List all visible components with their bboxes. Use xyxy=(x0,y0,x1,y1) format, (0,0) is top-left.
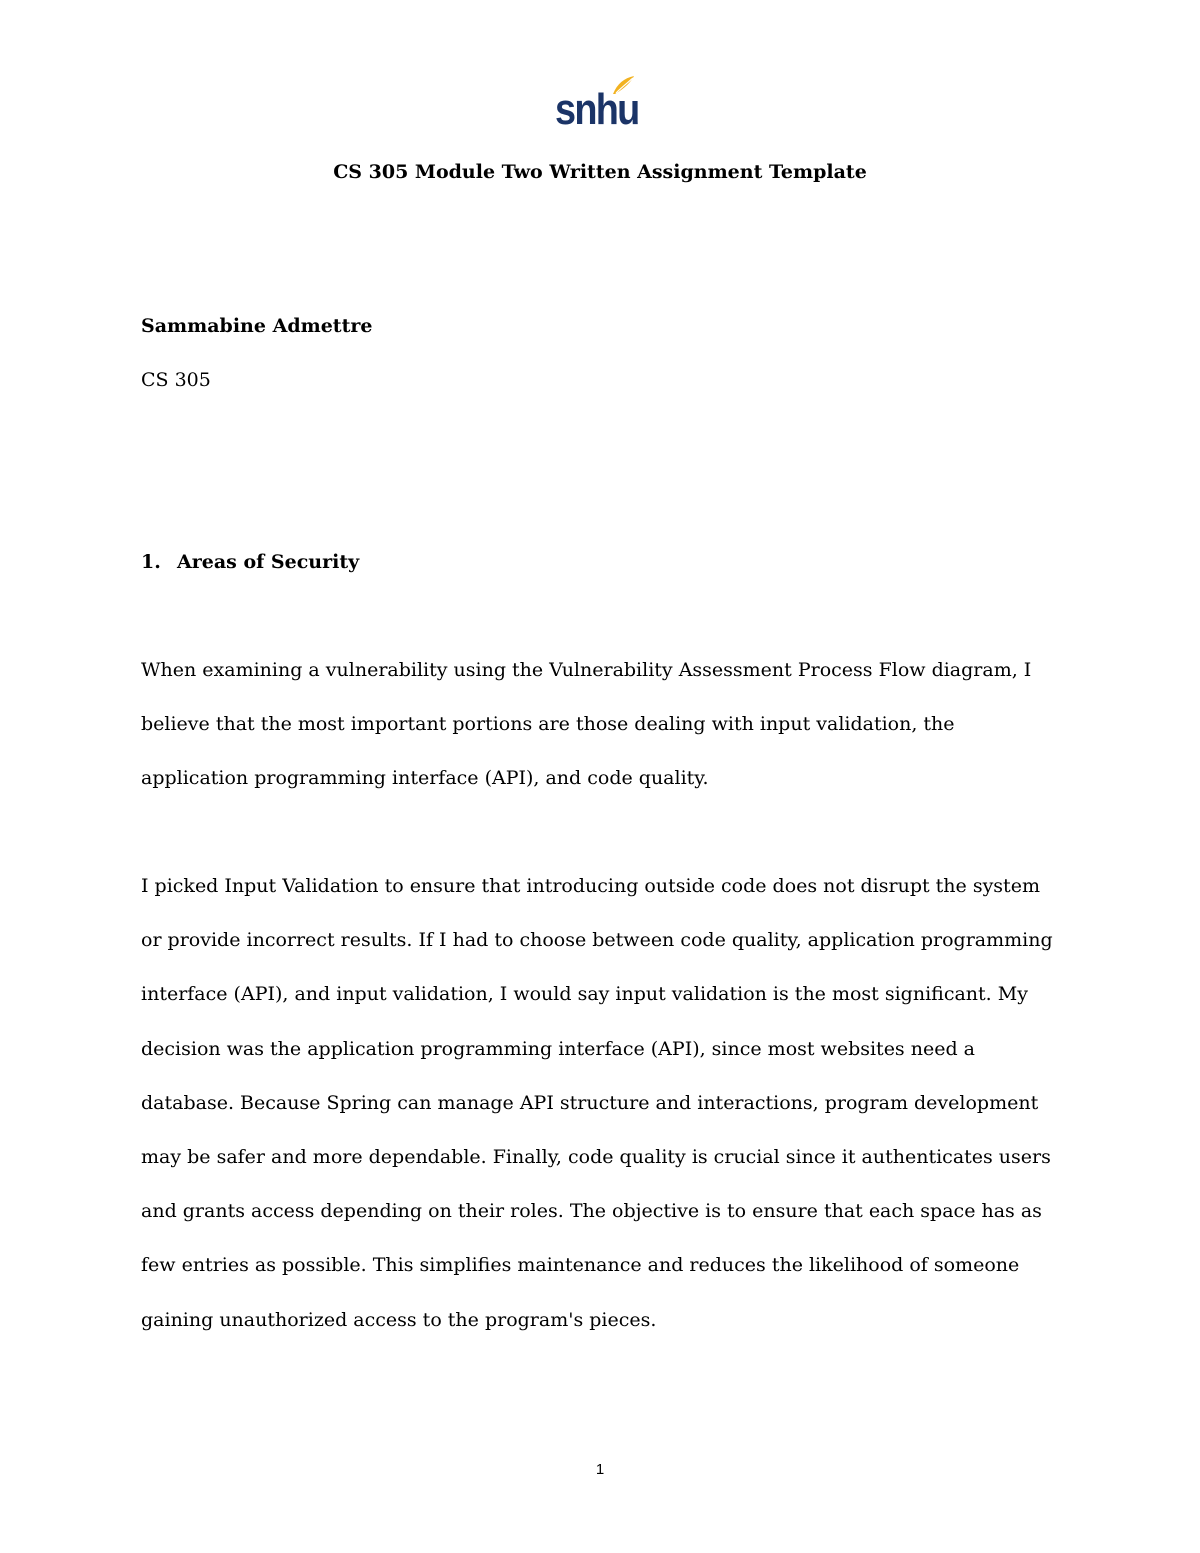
snhu-logo xyxy=(555,74,639,134)
section-number: 1. xyxy=(141,551,161,573)
page-number: 1 xyxy=(595,1461,605,1478)
paragraph: I picked Input Validation to ensure that introducing outside code does not disrupt the system or provide incorrect results. If I had to choose between code quality, application programming interface (API), and input validation, I would say input validation is the most significant. My decision was the application programming interface (API), since most websites need a database. Because Spring can manage API structure and interactions, program development may be safer and more dependable. Finally, code quality is crucial since it authenticates users and grants access depending on their roles. The objective is to ensure that each space has as few entries as possible. This simplifies maintenance and reduces the likelihood of someone gaining unauthorized access to the program's pieces. xyxy=(141,875,1053,1331)
document-title: CS 305 Module Two Written Assignment Template xyxy=(333,161,867,183)
course-code: CS 305 xyxy=(141,369,211,391)
section-title: Areas of Security xyxy=(177,551,360,573)
author-name: Sammabine Admettre xyxy=(141,315,373,337)
paragraph: When examining a vulnerability using the Vulnerability Assessment Process Flow diagram, I believe that the most important portions are those dealing with input validation, the application programming interface (API), and code quality. xyxy=(141,659,1032,790)
section-heading xyxy=(141,548,359,576)
logo-text: snhu xyxy=(555,85,639,134)
